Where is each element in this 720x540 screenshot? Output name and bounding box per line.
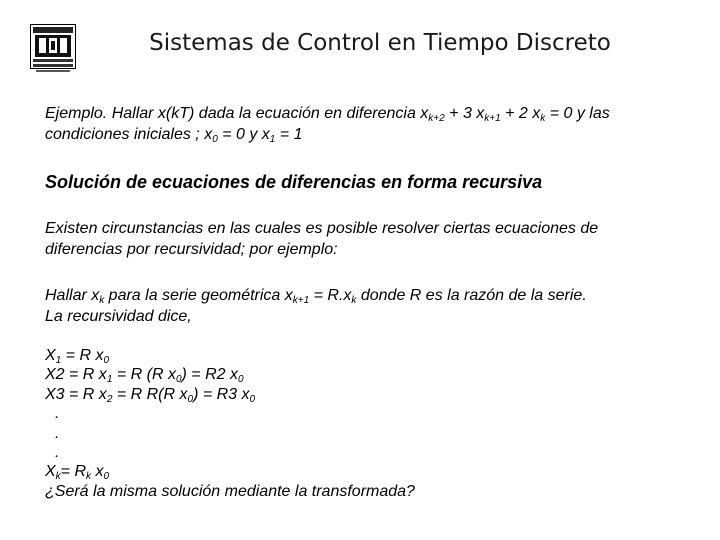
page-title: Sistemas de Control en Tiempo Discreto — [149, 30, 611, 56]
recursion-line-2: X2 = R $x_1 = R$ (R $x_0) = R2$ $x_0$ — [45, 366, 244, 386]
example-line-2: condiciones iniciales ; $x_0 = 0$ y $x_1 = 1$ — [45, 126, 303, 145]
university-logo-icon — [30, 24, 76, 74]
ellipsis-dot: . — [55, 444, 60, 462]
recursion-block — [45, 346, 690, 501]
intro-paragraph — [45, 218, 690, 260]
recursion-general-line: $X_k= R_k$ $x_0$ — [45, 463, 110, 483]
geometric-line-2: La recursividad dice, — [45, 308, 192, 325]
section-heading: Solución de ecuaciones de diferencias en forma recursiva — [45, 172, 543, 192]
recursion-line-1: $X_1 = R$ $x_0$ — [45, 347, 110, 366]
geometric-line-1: Hallar $x_k$ para la serie geométrica $x_{k+1} = R.x_k$ donde R es la razón de la serie. — [45, 287, 587, 306]
intro-line-2: diferencias por recursividad; por ejemplo: — [45, 241, 338, 258]
intro-line-1: Existen circunstancias en las cuales es posible resolver ciertas ecuaciones de — [45, 220, 599, 237]
example-line-1: Ejemplo. Hallar x(kT) dada la ecuación en diferencia $x_{k+2} + 3$ $x_{k+1} + 2$ $x_k = 0$ y las — [45, 105, 610, 124]
recursion-line-3: X3 = R $x_2 = R$ R(R $x_0) = R3$ $x_0$ — [45, 385, 256, 405]
ellipsis-dot: . — [55, 405, 60, 423]
geometric-paragraph — [45, 285, 690, 327]
example-statement — [45, 103, 690, 145]
ellipsis-dot: . — [55, 424, 60, 442]
closing-question: ¿Será la misma solución mediante la transformada? — [45, 482, 415, 500]
